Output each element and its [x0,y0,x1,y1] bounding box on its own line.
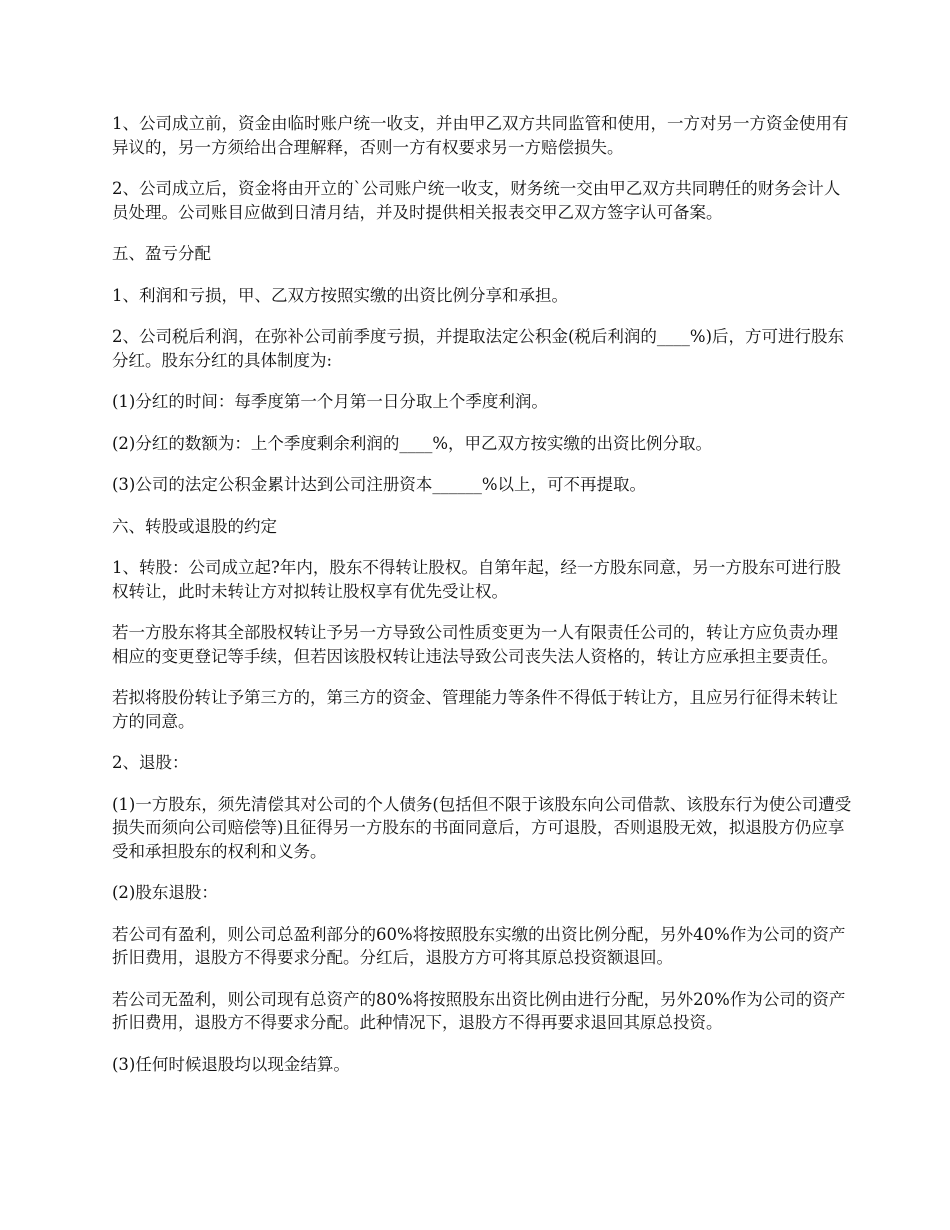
paragraph-reserve-fund: (3)公司的法定公积金累计达到公司注册资本______%以上，可不再提取。 [112,475,647,494]
paragraph-dividend-amount: (2)分红的数额为：上个季度剩余利润的____%，甲乙双方按实缴的出资比例分取。 [112,433,713,453]
paragraph-full-transfer: 若一方股东将其全部股权转让予另一方导致公司性质变更为一人有限责任公司的，转让方应负责办理相应的变更登记等手续，但若因该股权转让违法导致公司丧失法人资格的，转让方应承担主要责任。 [112,623,838,666]
paragraph-withdrawal-with-profit: 若公司有盈利，则公司总盈利部分的60%将按照股东实缴的出资比例分配，另外40%作为公司的资产折旧费用，退股方不得要求分配。分红后，退股方方可将其原总投资额退回。 [112,924,846,967]
paragraph-third-party-transfer: 若拟将股份转让予第三方的，第三方的资金、管理能力等条件不得低于转让方，且应另行征得未转让方的同意。 [112,688,838,731]
subheading-withdrawal: 2、退股： [112,753,189,772]
paragraph-share-transfer: 1、转股：公司成立起?年内，股东不得转让股权。自第年起，经一方股东同意，另一方股东可进行股权转让，此时未转让方对拟转让股权享有优先受让权。 [112,558,841,601]
paragraph-withdrawal-conditions: (1)一方股东，须先清偿其对公司的个人债务(包括但不限于该股东向公司借款、该股东行为使公司遭受损失而须向公司赔偿等)且征得另一方股东的书面同意后，方可退股，否则退股无效，拟退股方仍应享受和承担股东的权利和义务。 [112,794,852,861]
subheading-shareholder-withdrawal: (2)股东退股： [112,883,218,902]
paragraph-fund-before-establishment: 1、公司成立前，资金由临时账户统一收支，并由甲乙双方共同监管和使用，一方对另一方资金使用有异议的，另一方须给出合理解释，否则一方有权要求另一方赔偿损失。 [112,114,849,157]
paragraph-withdrawal-without-profit: 若公司无盈利，则公司现有总资产的80%将按照股东出资比例由进行分配，另外20%作为公司的资产折旧费用，退股方不得要求分配。此种情况下，退股方不得再要求退回其原总投资。 [112,989,846,1032]
paragraph-dividend-time: (1)分红的时间：每季度第一个月第一日分取上个季度利润。 [112,392,548,411]
paragraph-cash-settlement: (3)任何时候退股均以现金结算。 [112,1054,350,1074]
section-heading-profit-loss: 五、盈亏分配 [112,244,211,263]
paragraph-after-tax-profit: 2、公司税后利润，在弥补公司前季度亏损，并提取法定公积金(税后利润的____%)后，方可进行股东分红。股东分红的具体制度为: [112,327,845,370]
paragraph-fund-after-establishment: 2、公司成立后，资金将由开立的`公司账户统一收支，财务统一交由甲乙双方共同聘任的财务会计人员处理。公司账目应做到日清月结，并及时提供相关报表交甲乙双方签字认可备案。 [112,179,841,222]
document-body [112,112,852,1094]
paragraph-profit-loss-sharing: 1、利润和亏损，甲、乙双方按照实缴的出资比例分享和承担。 [112,285,568,305]
section-heading-share-transfer: 六、转股或退股的约定 [112,516,277,536]
